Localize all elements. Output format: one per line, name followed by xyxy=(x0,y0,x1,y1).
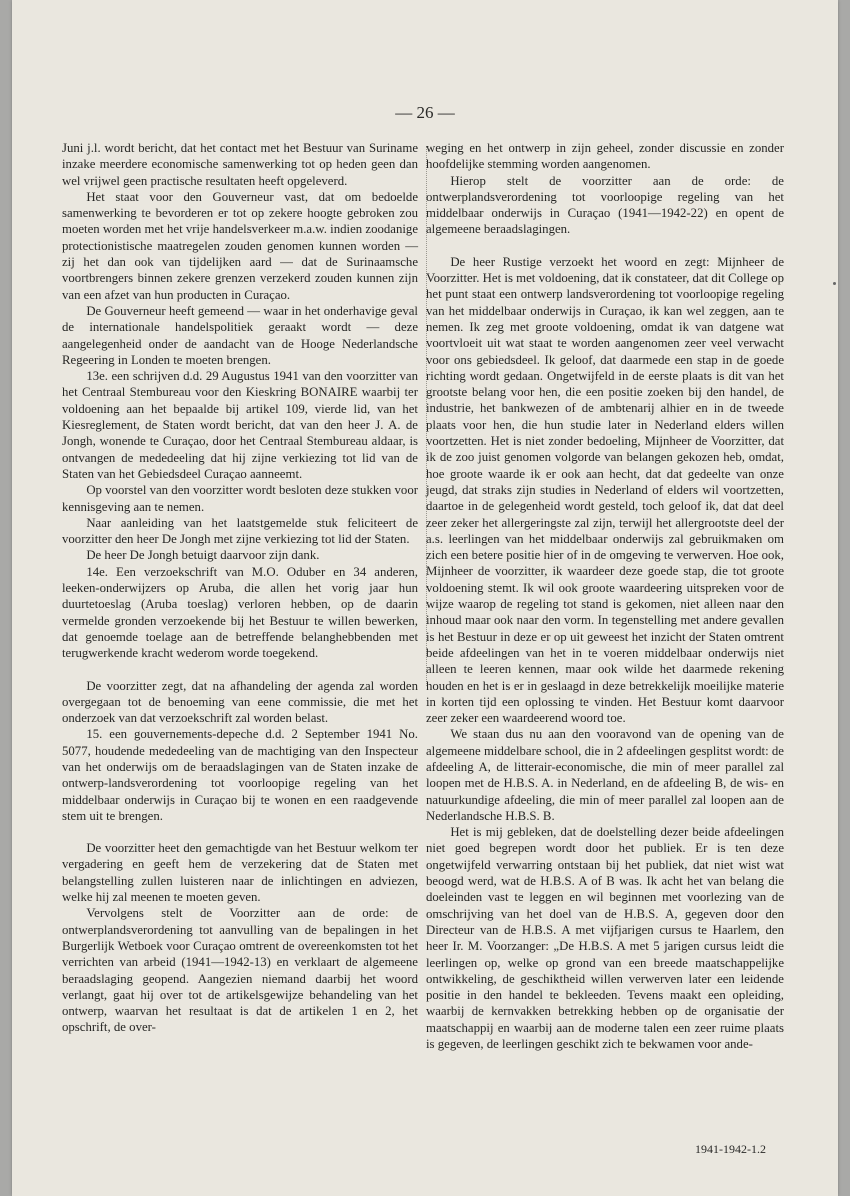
paragraph: Op voorstel van den voorzitter wordt besloten deze stukken voor kennisgeving aan te nemen. xyxy=(62,483,418,514)
paragraph: Het is mij gebleken, dat de doelstelling dezer beide afdeelingen niet goed begrepen wordt door het publiek. Er is ten deze ongetwijfeld verwarring ontstaan bij het publiek, dat niet wist wat beoogd werd, wat de H.B.S. A of B was. Ik acht het van belang die doeleinden vast te leggen en wil beginnen met voorlezing van de omschrijving van het doel van de H.B.S. A, gegeven door den Directeur van de H.B.S. A met vijfjarigen cursus te Haarlem, den heer Ir. M. Voorzanger: „De H.B.S. A met 5 jarigen cursus leidt die leerlingen op, welke op grond van een breede maatschappelijke ontwikkeling, de geschiktheid willen verwerven later een leidende positie in den handel te bekleeden. Tevens maakt een opleiding, waarbij de kernvakken betrekking hebben op de organisatie der maatschappij en waarbij aan de moderne talen een zeer ruime plaats is gegeven, de leerlingen geschikt zich te bekwamen voor ande- xyxy=(426,825,784,1052)
right-column xyxy=(426,140,784,1052)
paragraph: 14e. Een verzoekschrift van M.O. Oduber en 34 anderen, leeken-onderwijzers op Aruba, die allen het vorig jaar hun duurtetoeslag (Aruba toeslag) verloren hebben, op de daarin vermelde gronden verzoekende bij het Bestuur te willen bewerken, dat genoemde toelage aan de betreffende belanghebbenden met terugwerkende kracht wederom worde toegekend. xyxy=(62,564,418,661)
paragraph: Hierop stelt de voorzitter aan de orde: de ontwerplandsverordening tot voorloopige regeling van het middelbaar onderwijs in Curaçao (1941—1942-22) en opent de algemeene beraadslagingen. xyxy=(426,173,784,237)
paragraph: Het staat voor den Gouverneur vast, dat om bedoelde samenwerking te bevorderen er tot op zekere hoogte gebroken zou moeten worden met het vrije handelsverkeer m.a.w. indien zoodanige protectionistische maatregelen zouden genomen kunnen worden — zij het dan ook van tijdelijken aard — dat de Surinaamsche voortbrengers binnen zekere grenzen verzekerd zouden kunnen zijn van een afzet van hun producten in Curaçao. xyxy=(62,189,418,302)
footer-code: 1941-1942-1.2 xyxy=(695,1142,766,1156)
paragraph: 15. een gouvernements-depeche d.d. 2 September 1941 No. 5077, houdende mededeeling van de machtiging van den Inspecteur van het onderwijs om de beraadslagingen van de Staten inzake de ontwerp-landsverordening tot voorloopige regeling van het middelbaar onderwijs in Curaçao bij te wonen en een raadgevende stem uit te brengen. xyxy=(62,727,418,823)
paragraph: Vervolgens stelt de Voorzitter aan de orde: de ontwerplandsverordening tot aanvulling van de bepalingen in het Burgerlijk Wetboek voor Curaçao omtrent de overeenkomsten tot het verrichten van arbeid (1941—1942-13) en verklaart de algemeene beraadslaging geopend. Aangezien niemand daarbij het woord verlangt, gaat hij over tot de artikelsgewijze behandeling van het ontwerp, waarvan het resultaat is dat de artikelen 1 en 2, het opschrift, de over- xyxy=(62,906,418,1035)
paragraph: De voorzitter heet den gemachtigde van het Bestuur welkom ter vergadering en geeft hem de verzekering dat de Staten met belangstelling zullen luisteren naar de inlichtingen en adviezen, welke hij zal meenen te moeten geven. xyxy=(62,841,418,905)
paragraph: We staan dus nu aan den vooravond van de opening van de algemeene middelbare school, die in 2 afdeelingen gesplitst wordt: de afdeeling A, de litterair-economische, die min of meer parallel zal loopen met de H.B.S. A. in Nederland, en de afdeeling B, de wis- en natuurkundige afdeeling, die min of meer parallel zal loopen aan de Nederlandsche H.B.S. B. xyxy=(426,727,784,823)
left-column xyxy=(62,140,418,1036)
document-page xyxy=(12,0,838,1196)
page-number: — 26 — xyxy=(395,103,455,122)
paragraph: De heer De Jongh betuigt daarvoor zijn dank. xyxy=(86,548,320,563)
paragraph: Juni j.l. wordt bericht, dat het contact met het Bestuur van Suriname inzake meerdere economische samenwerking tot op heden geen dan wel vrijwel geen practische resultaten heeft opgeleverd. xyxy=(62,141,418,188)
paragraph: Naar aanleiding van het laatstgemelde stuk feliciteert de voorzitter den heer De Jongh met zijne verkiezing tot lid der Staten. xyxy=(62,515,418,547)
paragraph: De voorzitter zegt, dat na afhandeling der agenda zal worden overgegaan tot de benoeming van eene commissie, die met het onderzoek van dat verzoekschrift zal worden belast. xyxy=(62,678,418,726)
paragraph: 13e. een schrijven d.d. 29 Augustus 1941 van den voorzitter van het Centraal Stembureau voor den Kieskring BONAIRE waarbij ter voldoening aan het bepaalde bij artikel 109, vierde lid, van het Kiesreglement, de Staten wordt bericht, dat van den heer J. A. de Jongh, wonende te Curaçao, door het Centraal Stembureau aldaar, is ontvangen de mededeeling dat hij zijne verkiezing tot lid van de Staten van het Gebiedsdeel Curaçao aanneemt. xyxy=(62,369,418,481)
margin-mark xyxy=(833,282,836,285)
paragraph: weging en het ontwerp in zijn geheel, zonder discussie en zonder hoofdelijke stemming worden aangenomen. xyxy=(426,141,784,172)
paragraph: De Gouverneur heeft gemeend — waar in het onderhavige geval de internationale handelspolitiek geraakt wordt — deze aangelegenheid onder de aandacht van de Hooge Nederlandsche Regeering in Londen te moeten brengen. xyxy=(62,303,418,367)
paragraph: De heer Rustige verzoekt het woord en zegt: Mijnheer de Voorzitter. Het is met voldoening, dat ik constateer, dat dit College op het punt staat een ontwerp landsverordening tot voorloopige regeling van het middelbaar onderwijs in Curaçao, ik kan wel zeggen, aan te nemen. Ik zeg met groote voldoening, omdat ik van datgene wat voortvloeit uit wat staat te worden aangenomen zeer veel verwacht voor ons gebiedsdeel. Ik geloof, dat daarmede een stap in de goede richting wordt gedaan. Ongetwijfeld in de eerste plaats is dit van het grootste belang voor hen, die een positie zoeken bij den handel, de industrie, het bankwezen of de ambtenarij alhier en in de tweede plaats voor hen, die hun studie later in Nederland elders willen voortzetten. Het is niet zonder bedoeling, Mijnheer de Voorzitter, dat ik de zoo juist genomen volgorde van belangen gekozen heb, omdat, hoe groote waarde ik er ook aan hecht, dat dat gedeelte van onze jeugd, dat straks zijn studies in Nederland of elders wil voortzetten, daartoe in de gelegenheid wordt gesteld, toch geloof ik, dat dat deel zeer zeker het allergeringste zal zijn, terwijl het allergrootste deel der a.s. leerlingen van het middelbaar onderwijs zal gebruikmaken om zich een betere positie hier of in de omgeving te verwerven. Hoe ook, Mijnheer de voorzitter, ik waardeer deze goede stap, die tot groote voldoening stemt. Ik wil ook groote waardeering uitspreken voor de wijze waarop de regeling tot stand is gekomen, niet alleen naar den inhoud maar ook naar den vorm. In tegenstelling met andere gevallen is het Bestuur in deze er op uit geweest het inzicht der Staten omtrent beide afdeelingen van het in te voeren middelbaar onderwijs niet alleen te leeren kennen, maar ook wilde het daarmede rekening houden en het is er in geslaagd in deze betrekkelijk moeilijke materie in korten tijd een oplossing te vinden. Het Bestuur komt daarvoor zeer zeker een waardeerend woord toe. xyxy=(426,254,784,726)
